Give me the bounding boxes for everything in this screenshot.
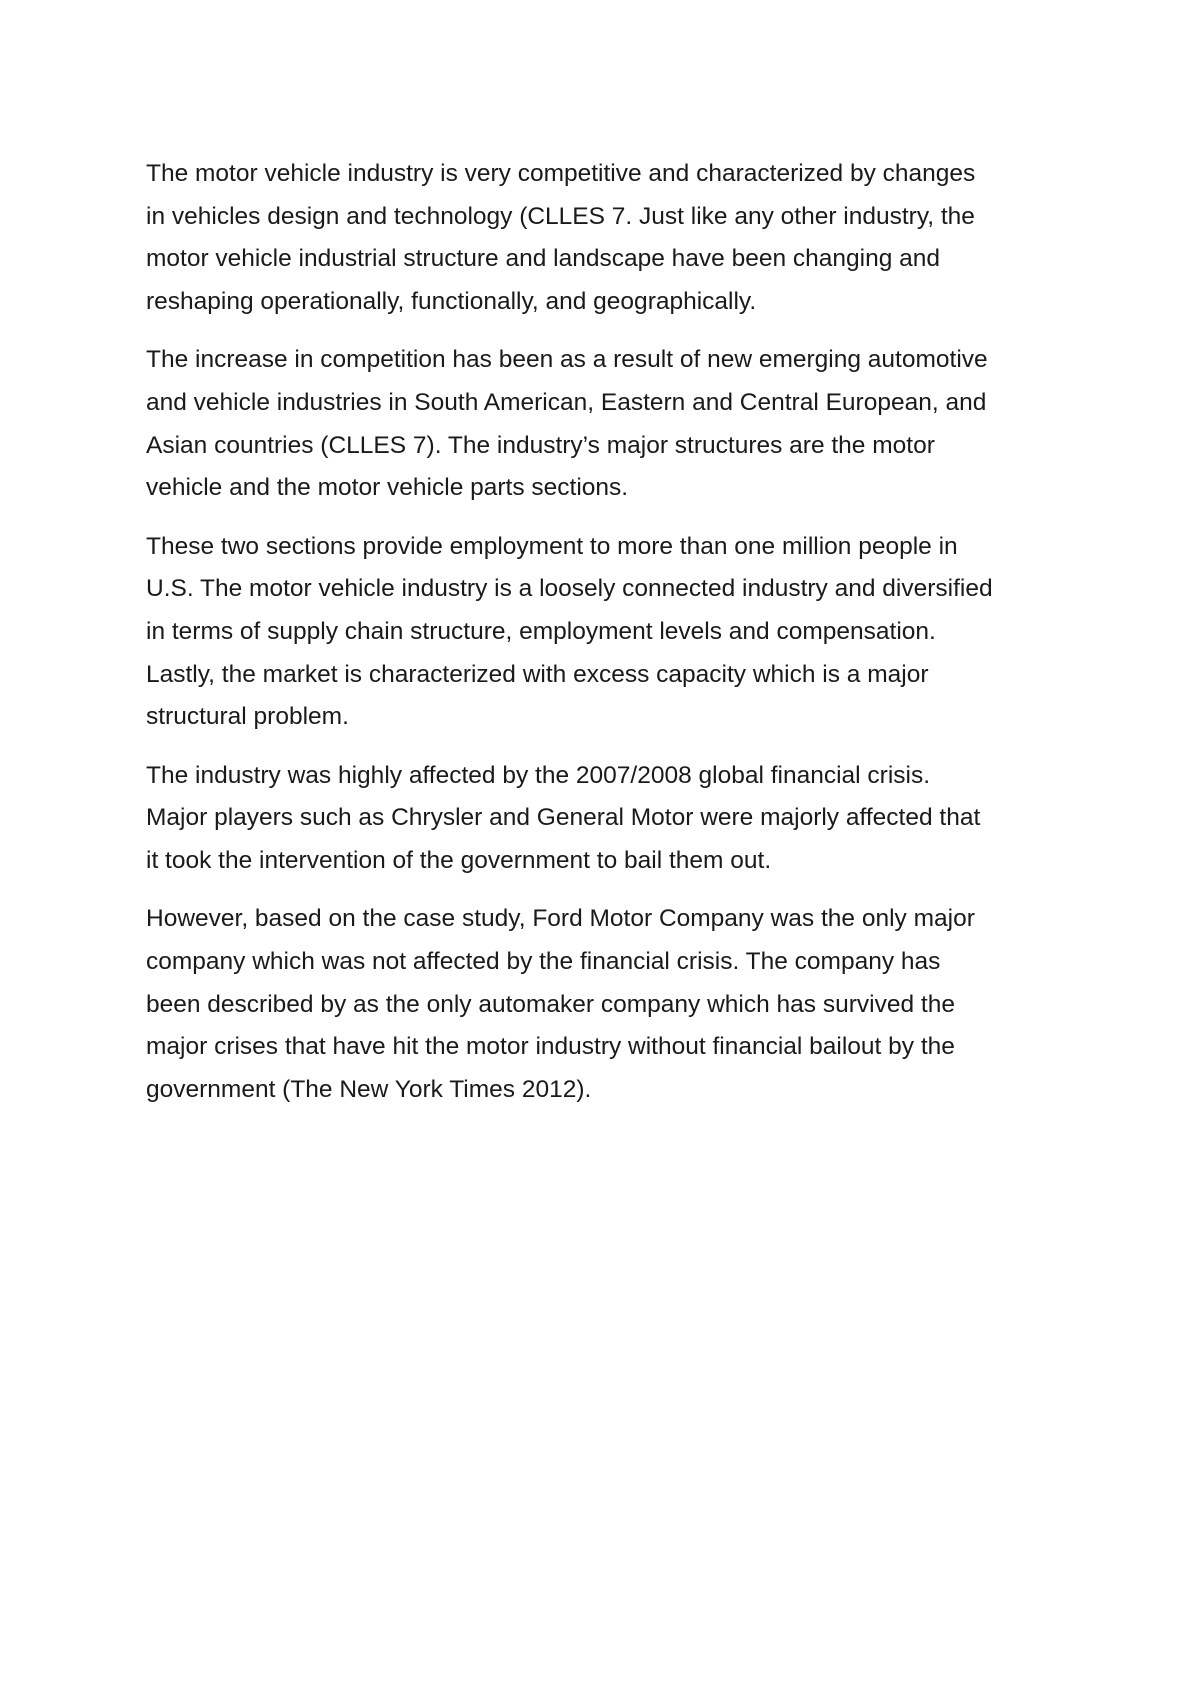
paragraph-5	[146, 898, 1086, 1112]
document-body	[146, 153, 1086, 1127]
text-line: The increase in competition has been as a result of new emerging automotive	[146, 346, 988, 374]
text-line: it took the intervention of the government to bail them out.	[146, 847, 772, 875]
text-line: Asian countries (CLLES 7). The industry’s major structures are the motor	[146, 431, 935, 459]
text-line: company which was not affected by the financial crisis. The company has	[146, 947, 941, 975]
text-line: U.S. The motor vehicle industry is a loosely connected industry and diversified	[146, 575, 993, 603]
text-line: The industry was highly affected by the 2007/2008 global financial crisis.	[146, 761, 931, 789]
text-line: Major players such as Chrysler and General Motor were majorly affected that	[146, 804, 981, 832]
text-line: in vehicles design and technology (CLLES 7. Just like any other industry, the	[146, 202, 975, 230]
text-line: in terms of supply chain structure, employment levels and compensation.	[146, 618, 936, 646]
text-line: reshaping operationally, functionally, and geographically.	[146, 288, 757, 316]
text-line: and vehicle industries in South American, Eastern and Central European, and	[146, 389, 987, 417]
text-line: motor vehicle industrial structure and landscape have been changing and	[146, 245, 941, 273]
paragraph-4	[146, 755, 1086, 883]
paragraph-1	[146, 153, 1086, 324]
text-line: However, based on the case study, Ford Motor Company was the only major	[146, 905, 975, 933]
text-line: These two sections provide employment to more than one million people in	[146, 532, 958, 560]
text-line: structural problem.	[146, 703, 349, 731]
text-line: been described by as the only automaker company which has survived the	[146, 990, 955, 1018]
text-line: major crises that have hit the motor industry without financial bailout by the	[146, 1033, 955, 1061]
text-line: vehicle and the motor vehicle parts sections.	[146, 474, 629, 502]
paragraph-3	[146, 526, 1086, 740]
paragraph-2	[146, 339, 1086, 510]
text-line: Lastly, the market is characterized with excess capacity which is a major	[146, 660, 929, 688]
text-line: government (The New York Times 2012).	[146, 1076, 592, 1104]
text-line: The motor vehicle industry is very competitive and characterized by changes	[146, 160, 976, 187]
